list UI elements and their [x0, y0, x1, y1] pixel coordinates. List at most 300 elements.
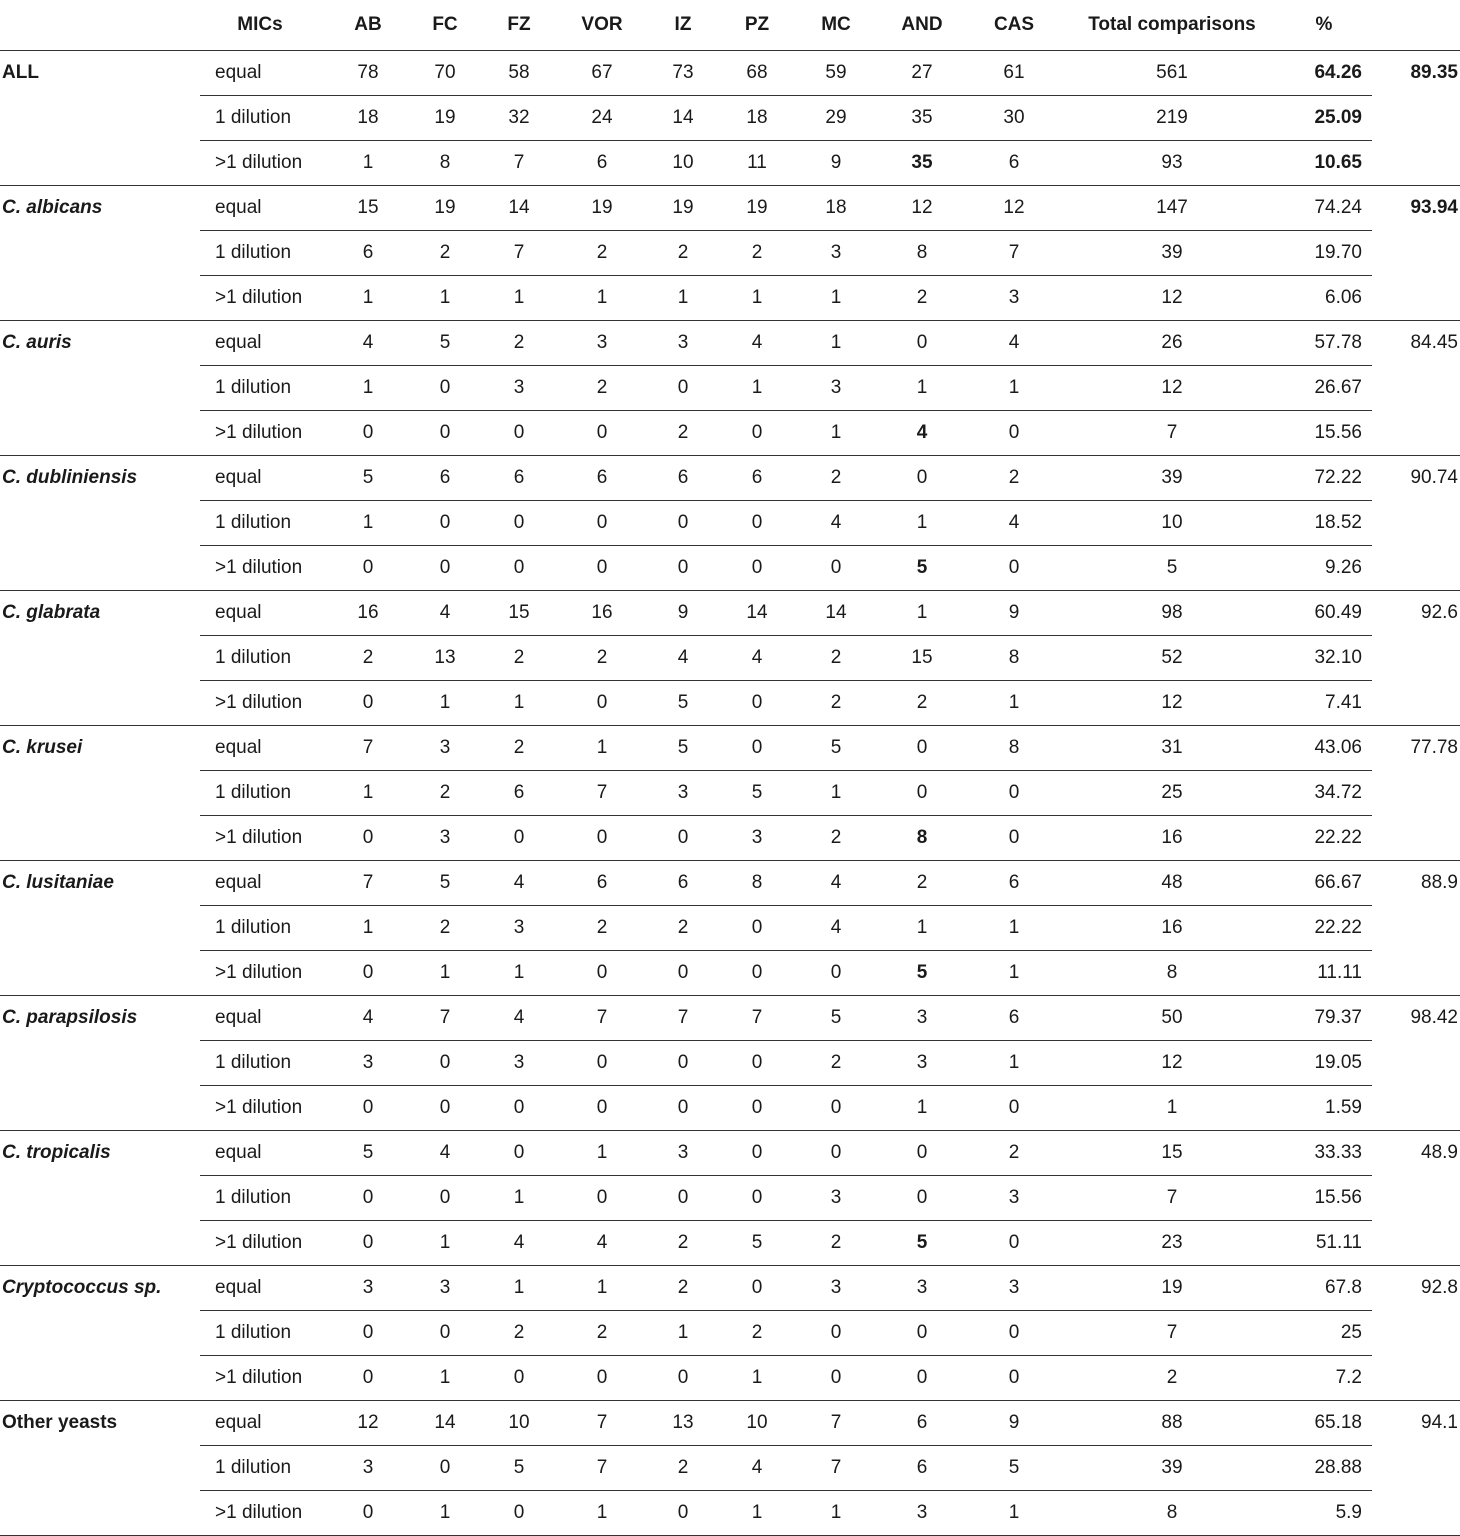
value-cell: 2 [564, 1311, 640, 1356]
mic-label: >1 dilution [200, 816, 320, 861]
value-cell: 0 [474, 411, 564, 456]
value-cell: 6 [564, 456, 640, 501]
table-row [0, 1491, 1460, 1536]
value-cell: 6 [884, 1446, 960, 1491]
value-cell: 68 [726, 51, 788, 96]
value-cell: 0 [788, 1356, 884, 1401]
table-row [0, 1446, 1460, 1491]
value-cell: 4 [640, 636, 726, 681]
value-cell: 1 [960, 1491, 1068, 1536]
value-cell: 0 [320, 1086, 416, 1131]
header-and: AND [884, 0, 960, 51]
mic-label: equal [200, 861, 320, 906]
value-cell: 8 [960, 636, 1068, 681]
header-iz: IZ [640, 0, 726, 51]
group-name-empty [0, 681, 200, 726]
value-cell: 4 [320, 321, 416, 366]
total-cell: 19 [1068, 1266, 1276, 1311]
value-cell: 2 [640, 411, 726, 456]
value-cell: 14 [726, 591, 788, 636]
header-mics: MICs [200, 0, 320, 51]
table-row [0, 276, 1460, 321]
header-mc: MC [788, 0, 884, 51]
table-row [0, 1311, 1460, 1356]
table-row [0, 141, 1460, 186]
value-cell: 0 [788, 1086, 884, 1131]
value-cell: 67 [564, 51, 640, 96]
percent-cell: 34.72 [1276, 771, 1372, 816]
group-name: C. tropicalis [2, 1142, 111, 1164]
percent-cell: 5.9 [1276, 1491, 1372, 1536]
value-cell: 0 [640, 1356, 726, 1401]
mic-label: >1 dilution [200, 276, 320, 321]
summary-empty [1372, 1491, 1460, 1536]
value-cell: 9 [788, 141, 884, 186]
value-cell: 3 [416, 726, 474, 771]
value-cell: 0 [884, 771, 960, 816]
value-cell: 12 [960, 186, 1068, 231]
value-cell: 1 [416, 1221, 474, 1266]
value-cell: 5 [320, 1131, 416, 1176]
value-cell: 61 [960, 51, 1068, 96]
percent-cell: 64.26 [1276, 51, 1372, 96]
value-cell: 1 [884, 591, 960, 636]
value-cell: 1 [726, 366, 788, 411]
group-name-empty [0, 1491, 200, 1536]
mic-label: 1 dilution [200, 1176, 320, 1221]
summary-empty [1372, 1221, 1460, 1266]
percent-cell: 72.22 [1276, 456, 1372, 501]
value-cell: 0 [640, 501, 726, 546]
group-name: C. lusitaniae [2, 872, 114, 894]
group-name-empty [0, 546, 200, 591]
value-cell: 30 [960, 96, 1068, 141]
percent-cell: 79.37 [1276, 996, 1372, 1041]
value-cell: 2 [884, 681, 960, 726]
value-cell: 3 [960, 1176, 1068, 1221]
value-cell: 0 [884, 726, 960, 771]
value-cell: 1 [726, 1491, 788, 1536]
value-cell: 2 [726, 231, 788, 276]
total-cell: 8 [1068, 1491, 1276, 1536]
value-cell: 2 [884, 861, 960, 906]
table-row [0, 726, 1460, 771]
group-name-empty [0, 1356, 200, 1401]
value-cell: 0 [788, 1311, 884, 1356]
header-fz: FZ [474, 0, 564, 51]
value-cell: 0 [726, 1266, 788, 1311]
value-cell: 0 [960, 1086, 1068, 1131]
total-cell: 98 [1068, 591, 1276, 636]
value-cell: 0 [884, 1176, 960, 1221]
summary-empty [1372, 951, 1460, 996]
total-cell: 50 [1068, 996, 1276, 1041]
value-cell: 14 [416, 1401, 474, 1446]
value-cell: 1 [416, 681, 474, 726]
value-cell: 0 [320, 681, 416, 726]
value-cell: 14 [474, 186, 564, 231]
header-pz: PZ [726, 0, 788, 51]
value-cell: 6 [726, 456, 788, 501]
summary-cell: 48.9 [1421, 1142, 1458, 1164]
table-row [0, 51, 1460, 96]
total-cell: 12 [1068, 276, 1276, 321]
summary-empty [1372, 501, 1460, 546]
mic-label: equal [200, 1131, 320, 1176]
mic-label: >1 dilution [200, 951, 320, 996]
total-cell: 7 [1068, 1311, 1276, 1356]
total-cell: 52 [1068, 636, 1276, 681]
value-cell: 1 [564, 1266, 640, 1311]
total-cell: 26 [1068, 321, 1276, 366]
percent-cell: 10.65 [1276, 141, 1372, 186]
header-percent: % [1276, 0, 1372, 51]
header-summary [1372, 0, 1460, 51]
table-row [0, 681, 1460, 726]
total-cell: 23 [1068, 1221, 1276, 1266]
value-cell: 5 [884, 546, 960, 591]
percent-cell: 15.56 [1276, 411, 1372, 456]
value-cell: 7 [726, 996, 788, 1041]
group-name-empty [0, 1446, 200, 1491]
value-cell: 0 [726, 951, 788, 996]
value-cell: 1 [320, 276, 416, 321]
value-cell: 1 [564, 726, 640, 771]
table-row [0, 591, 1460, 636]
value-cell: 1 [960, 1041, 1068, 1086]
value-cell: 0 [564, 1041, 640, 1086]
total-cell: 31 [1068, 726, 1276, 771]
value-cell: 7 [788, 1446, 884, 1491]
value-cell: 2 [960, 1131, 1068, 1176]
value-cell: 0 [564, 501, 640, 546]
table-row [0, 861, 1460, 906]
value-cell: 0 [640, 1491, 726, 1536]
value-cell: 10 [474, 1401, 564, 1446]
summary-empty [1372, 1311, 1460, 1356]
value-cell: 2 [640, 1446, 726, 1491]
percent-cell: 1.59 [1276, 1086, 1372, 1131]
group-name: C. auris [2, 332, 72, 354]
percent-cell: 65.18 [1276, 1401, 1372, 1446]
value-cell: 5 [474, 1446, 564, 1491]
value-cell: 4 [474, 861, 564, 906]
value-cell: 3 [884, 1266, 960, 1311]
mic-label: 1 dilution [200, 1446, 320, 1491]
value-cell: 0 [788, 1131, 884, 1176]
value-cell: 3 [640, 1131, 726, 1176]
mic-label: >1 dilution [200, 546, 320, 591]
value-cell: 0 [726, 1086, 788, 1131]
percent-cell: 7.41 [1276, 681, 1372, 726]
total-cell: 16 [1068, 906, 1276, 951]
value-cell: 35 [884, 141, 960, 186]
total-cell: 147 [1068, 186, 1276, 231]
total-cell: 12 [1068, 366, 1276, 411]
value-cell: 8 [960, 726, 1068, 771]
table-row [0, 1131, 1460, 1176]
total-cell: 219 [1068, 96, 1276, 141]
value-cell: 0 [884, 321, 960, 366]
value-cell: 2 [960, 456, 1068, 501]
value-cell: 0 [960, 816, 1068, 861]
value-cell: 2 [788, 636, 884, 681]
value-cell: 5 [416, 321, 474, 366]
group-name-empty [0, 231, 200, 276]
percent-cell: 74.24 [1276, 186, 1372, 231]
mic-label: equal [200, 321, 320, 366]
mic-label: 1 dilution [200, 1311, 320, 1356]
value-cell: 1 [640, 1311, 726, 1356]
total-cell: 2 [1068, 1356, 1276, 1401]
value-cell: 2 [884, 276, 960, 321]
value-cell: 2 [640, 906, 726, 951]
value-cell: 9 [960, 1401, 1068, 1446]
value-cell: 4 [416, 591, 474, 636]
total-cell: 1 [1068, 1086, 1276, 1131]
percent-cell: 7.2 [1276, 1356, 1372, 1401]
percent-cell: 22.22 [1276, 906, 1372, 951]
value-cell: 14 [788, 591, 884, 636]
value-cell: 0 [884, 1311, 960, 1356]
value-cell: 7 [564, 771, 640, 816]
value-cell: 15 [474, 591, 564, 636]
total-cell: 93 [1068, 141, 1276, 186]
value-cell: 2 [788, 816, 884, 861]
value-cell: 1 [320, 501, 416, 546]
value-cell: 1 [960, 906, 1068, 951]
table-row [0, 411, 1460, 456]
value-cell: 19 [416, 186, 474, 231]
value-cell: 18 [788, 186, 884, 231]
value-cell: 1 [788, 771, 884, 816]
value-cell: 2 [320, 636, 416, 681]
value-cell: 7 [474, 231, 564, 276]
header-ab: AB [320, 0, 416, 51]
value-cell: 5 [884, 1221, 960, 1266]
total-cell: 16 [1068, 816, 1276, 861]
value-cell: 5 [788, 726, 884, 771]
value-cell: 4 [320, 996, 416, 1041]
value-cell: 3 [788, 366, 884, 411]
value-cell: 35 [884, 96, 960, 141]
value-cell: 3 [320, 1446, 416, 1491]
value-cell: 2 [640, 231, 726, 276]
value-cell: 4 [884, 411, 960, 456]
table-row [0, 501, 1460, 546]
table-row [0, 546, 1460, 591]
summary-empty [1372, 231, 1460, 276]
value-cell: 4 [726, 321, 788, 366]
value-cell: 0 [416, 1446, 474, 1491]
summary-cell: 92.8 [1421, 1277, 1458, 1299]
value-cell: 4 [788, 501, 884, 546]
mic-label: >1 dilution [200, 1086, 320, 1131]
table-row [0, 1401, 1460, 1446]
summary-empty [1372, 546, 1460, 591]
value-cell: 8 [884, 231, 960, 276]
value-cell: 5 [884, 951, 960, 996]
value-cell: 13 [416, 636, 474, 681]
value-cell: 2 [788, 456, 884, 501]
value-cell: 24 [564, 96, 640, 141]
group-name-empty [0, 96, 200, 141]
percent-cell: 67.8 [1276, 1266, 1372, 1311]
value-cell: 0 [726, 1041, 788, 1086]
total-cell: 88 [1068, 1401, 1276, 1446]
value-cell: 3 [564, 321, 640, 366]
group-name: ALL [2, 62, 39, 84]
value-cell: 7 [564, 1446, 640, 1491]
mic-label: >1 dilution [200, 1491, 320, 1536]
mic-label: 1 dilution [200, 501, 320, 546]
value-cell: 5 [640, 681, 726, 726]
value-cell: 0 [788, 951, 884, 996]
table-row [0, 951, 1460, 996]
value-cell: 1 [320, 366, 416, 411]
group-name-empty [0, 951, 200, 996]
value-cell: 0 [640, 1041, 726, 1086]
table-row [0, 996, 1460, 1041]
value-cell: 29 [788, 96, 884, 141]
percent-cell: 25.09 [1276, 96, 1372, 141]
table-row [0, 771, 1460, 816]
percent-cell: 19.05 [1276, 1041, 1372, 1086]
table-body [0, 51, 1460, 1536]
value-cell: 2 [788, 681, 884, 726]
summary-cell: 98.42 [1410, 1007, 1458, 1029]
summary-empty [1372, 141, 1460, 186]
summary-empty [1372, 1041, 1460, 1086]
mic-label: 1 dilution [200, 771, 320, 816]
percent-cell: 60.49 [1276, 591, 1372, 636]
value-cell: 1 [320, 906, 416, 951]
value-cell: 4 [960, 501, 1068, 546]
value-cell: 3 [474, 366, 564, 411]
table-row [0, 636, 1460, 681]
value-cell: 0 [416, 1176, 474, 1221]
percent-cell: 19.70 [1276, 231, 1372, 276]
value-cell: 2 [474, 726, 564, 771]
summary-empty [1372, 636, 1460, 681]
value-cell: 70 [416, 51, 474, 96]
value-cell: 6 [960, 141, 1068, 186]
value-cell: 2 [416, 771, 474, 816]
value-cell: 7 [474, 141, 564, 186]
value-cell: 1 [726, 276, 788, 321]
summary-cell: 92.6 [1421, 602, 1458, 624]
header-group [0, 0, 200, 51]
value-cell: 0 [960, 771, 1068, 816]
value-cell: 14 [640, 96, 726, 141]
summary-empty [1372, 1446, 1460, 1491]
value-cell: 0 [320, 1311, 416, 1356]
mic-label: equal [200, 726, 320, 771]
value-cell: 2 [726, 1311, 788, 1356]
value-cell: 1 [884, 366, 960, 411]
value-cell: 7 [416, 996, 474, 1041]
value-cell: 15 [320, 186, 416, 231]
summary-empty [1372, 816, 1460, 861]
total-cell: 48 [1068, 861, 1276, 906]
value-cell: 4 [564, 1221, 640, 1266]
value-cell: 0 [416, 501, 474, 546]
total-cell: 8 [1068, 951, 1276, 996]
value-cell: 0 [320, 1221, 416, 1266]
group-name: Other yeasts [2, 1412, 118, 1434]
value-cell: 3 [788, 231, 884, 276]
value-cell: 6 [960, 996, 1068, 1041]
value-cell: 3 [788, 1176, 884, 1221]
value-cell: 0 [960, 1221, 1068, 1266]
value-cell: 19 [416, 96, 474, 141]
mic-label: >1 dilution [200, 141, 320, 186]
table-row [0, 1356, 1460, 1401]
value-cell: 1 [416, 1356, 474, 1401]
value-cell: 5 [726, 771, 788, 816]
value-cell: 5 [788, 996, 884, 1041]
value-cell: 6 [474, 456, 564, 501]
value-cell: 7 [564, 1401, 640, 1446]
group-name-empty [0, 1311, 200, 1356]
percent-cell: 11.11 [1276, 951, 1372, 996]
total-cell: 7 [1068, 1176, 1276, 1221]
mic-label: equal [200, 1401, 320, 1446]
total-cell: 15 [1068, 1131, 1276, 1176]
value-cell: 0 [726, 411, 788, 456]
value-cell: 1 [416, 951, 474, 996]
value-cell: 0 [884, 456, 960, 501]
value-cell: 0 [960, 1356, 1068, 1401]
value-cell: 0 [474, 501, 564, 546]
value-cell: 1 [564, 1491, 640, 1536]
summary-empty [1372, 1356, 1460, 1401]
value-cell: 3 [788, 1266, 884, 1311]
total-cell: 5 [1068, 546, 1276, 591]
group-name-empty [0, 636, 200, 681]
summary-empty [1372, 906, 1460, 951]
value-cell: 0 [726, 546, 788, 591]
summary-empty [1372, 681, 1460, 726]
value-cell: 3 [474, 906, 564, 951]
table-row [0, 1266, 1460, 1311]
value-cell: 2 [788, 1041, 884, 1086]
percent-cell: 18.52 [1276, 501, 1372, 546]
percent-cell: 22.22 [1276, 816, 1372, 861]
value-cell: 5 [960, 1446, 1068, 1491]
value-cell: 0 [640, 1086, 726, 1131]
value-cell: 9 [640, 591, 726, 636]
total-cell: 12 [1068, 681, 1276, 726]
summary-empty [1372, 96, 1460, 141]
value-cell: 2 [416, 906, 474, 951]
value-cell: 19 [726, 186, 788, 231]
mic-label: equal [200, 51, 320, 96]
table-row [0, 1041, 1460, 1086]
value-cell: 7 [320, 861, 416, 906]
mic-label: >1 dilution [200, 681, 320, 726]
summary-empty [1372, 1086, 1460, 1131]
value-cell: 3 [320, 1266, 416, 1311]
summary-empty [1372, 366, 1460, 411]
mic-label: equal [200, 186, 320, 231]
table-row [0, 456, 1460, 501]
value-cell: 3 [960, 1266, 1068, 1311]
value-cell: 2 [474, 636, 564, 681]
value-cell: 1 [788, 411, 884, 456]
percent-cell: 32.10 [1276, 636, 1372, 681]
value-cell: 1 [564, 1131, 640, 1176]
